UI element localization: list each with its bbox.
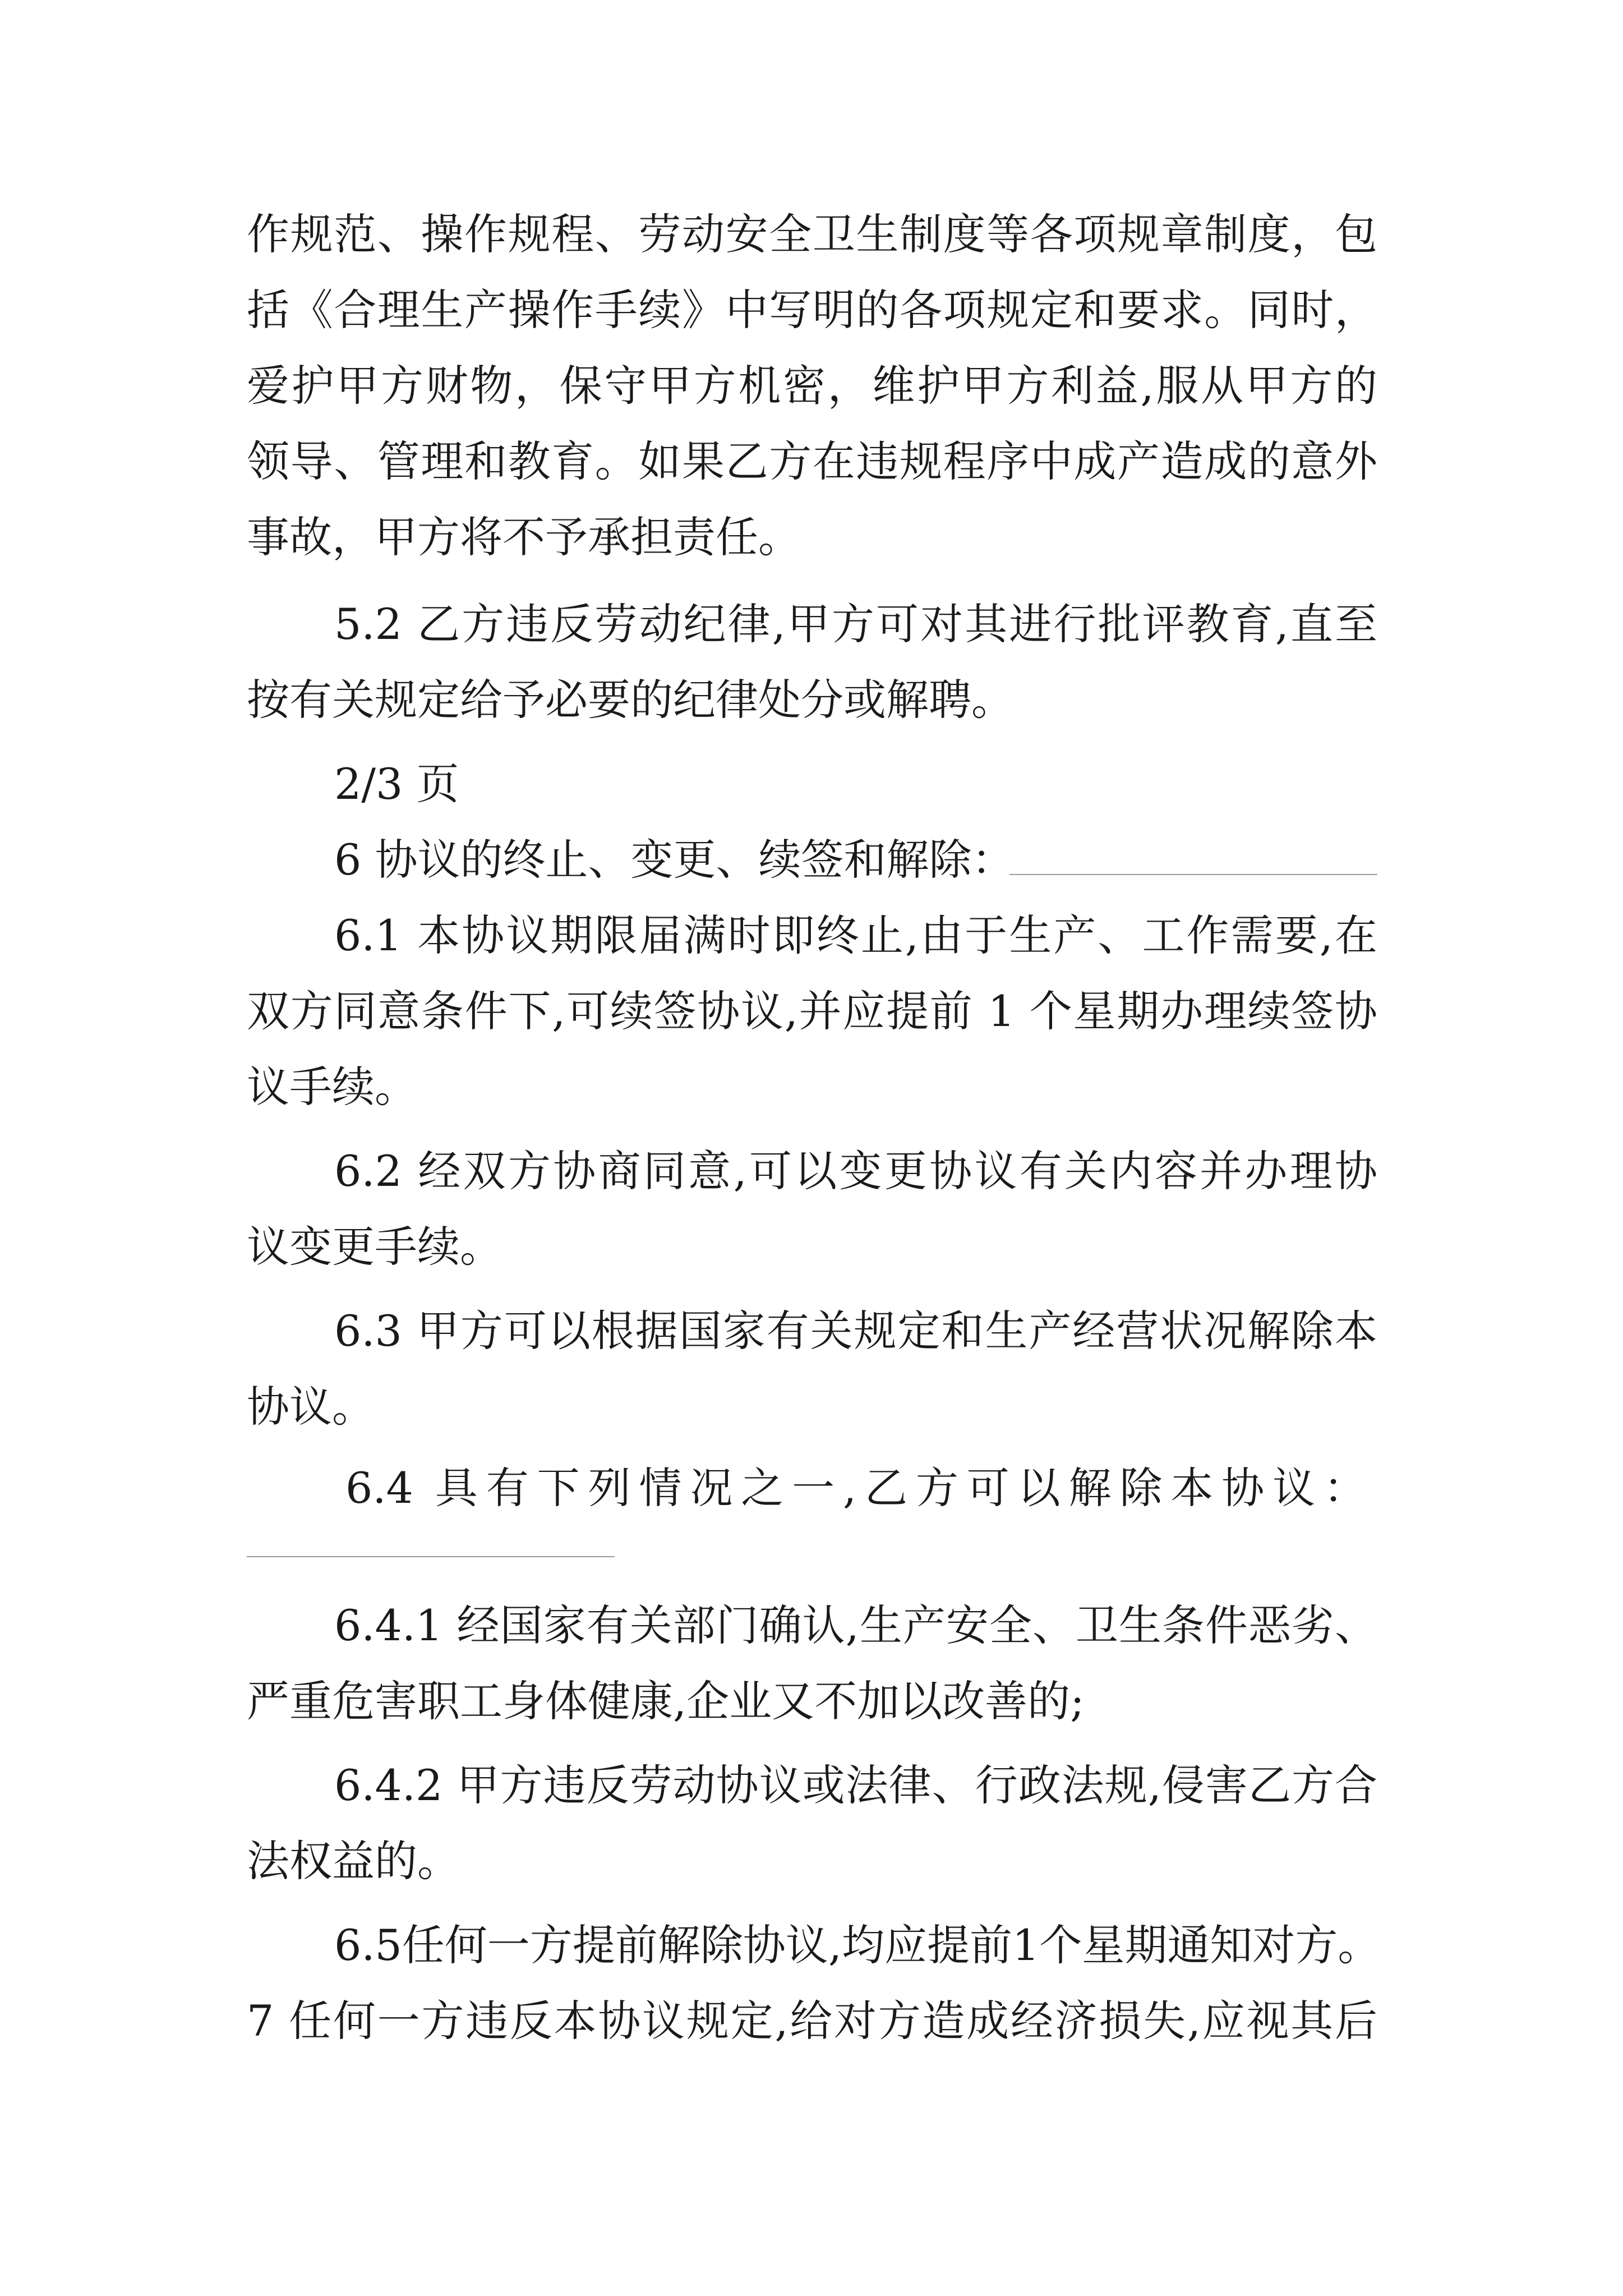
clause-6-1: 6.1 本协议期限届满时即终止,由于生产、工作需要,在 [334, 910, 1377, 960]
clause-6-4-2: 6.4.2 甲方违反劳动协议或法律、行政法规,侵害乙方合 [334, 1760, 1377, 1810]
clause-6-5: 6.5任何一方提前解除协议,均应提前1个星期通知对方。 [334, 1920, 1381, 1970]
paragraph-line: 协议。 [247, 1382, 375, 1432]
paragraph-line: 法权益的。 [247, 1836, 460, 1886]
paragraph-line: 议手续。 [247, 1062, 417, 1112]
paragraph-line: 严重危害职工身体健康,企业又不加以改善的; [247, 1676, 1085, 1726]
paragraph-line: 领导、管理和教育。如果乙方在违规程序中成产造成的意外 [247, 436, 1377, 486]
section-7-line: 7 任何一方违反本协议规定,给对方造成经济损失,应视其后 [247, 1996, 1377, 2046]
clause-6-4: 6.4 具有下列情况之一,乙方可以解除本协议： [345, 1463, 1366, 1513]
paragraph-line: 议变更手续。 [247, 1222, 502, 1272]
heading-underline [1009, 874, 1377, 875]
paragraph-line: 双方同意条件下,可续签协议,并应提前 1 个星期办理续签协 [247, 986, 1377, 1036]
blank-underline [247, 1556, 615, 1557]
clause-6-4-1: 6.4.1 经国家有关部门确认,生产安全、卫生条件恶劣、 [334, 1600, 1377, 1650]
section-6-heading: 6 协议的终止、变更、续签和解除： [334, 835, 1015, 885]
paragraph-line: 括《合理生产操作手续》中写明的各项规定和要求。同时， [247, 285, 1377, 335]
paragraph-line: 爱护甲方财物，保守甲方机密，维护甲方利益,服从甲方的 [247, 361, 1377, 411]
paragraph-line: 按有关规定给予必要的纪律处分或解聘。 [247, 675, 1014, 725]
clause-6-2: 6.2 经双方协商同意,可以变更协议有关内容并办理协 [334, 1146, 1377, 1196]
paragraph-line: 事故，甲方将不予承担责任。 [247, 512, 801, 562]
clause-6-3: 6.3 甲方可以根据国家有关规定和生产经营状况解除本 [334, 1306, 1377, 1356]
paragraph-line: 作规范、操作规程、劳动安全卫生制度等各项规章制度，包 [247, 209, 1377, 259]
clause-5-2: 5.2 乙方违反劳动纪律,甲方可对其进行批评教育,直至 [334, 599, 1377, 649]
page-number: 2/3 页 [334, 759, 459, 809]
